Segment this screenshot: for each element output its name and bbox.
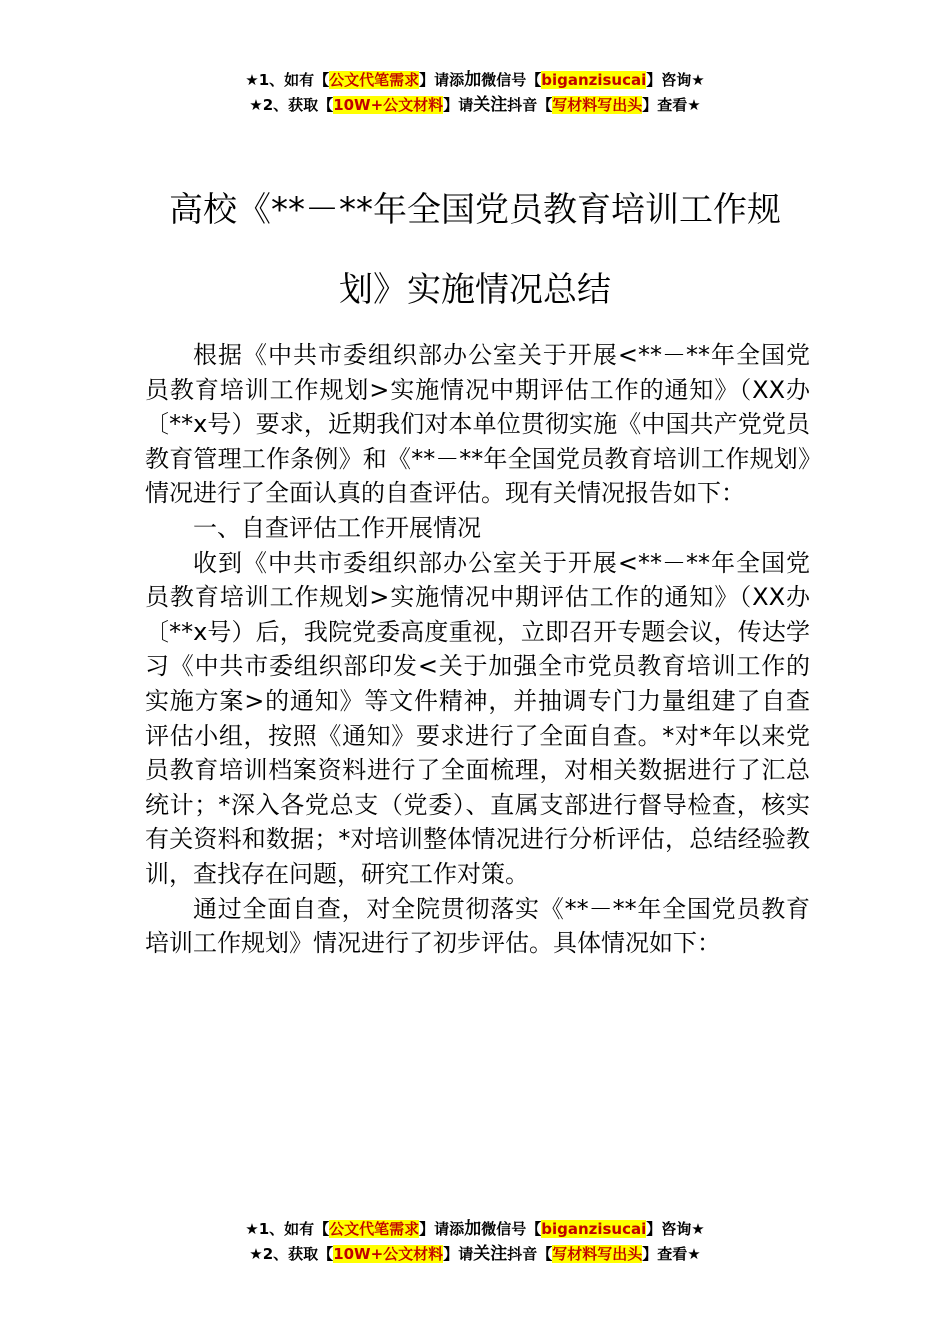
banner-highlight: biganzisucai bbox=[541, 1220, 647, 1238]
banner-line-2 bbox=[0, 93, 950, 118]
banner-highlight: 10W+公文材料 bbox=[333, 96, 444, 114]
document-body bbox=[145, 338, 810, 961]
banner-highlight: 公文代笔需求 bbox=[329, 71, 420, 89]
section-heading: 一、自查评估工作开展情况 bbox=[193, 513, 481, 542]
banner-highlight: biganzisucai bbox=[541, 71, 647, 89]
footer-banner bbox=[0, 1217, 950, 1267]
banner-text: ★2、获取【 bbox=[249, 1245, 334, 1263]
banner-text: 微信号【 bbox=[481, 71, 542, 89]
banner-text: 】查看★ bbox=[642, 96, 701, 114]
banner-line-1 bbox=[0, 68, 950, 93]
banner-text: 抖音【 bbox=[507, 96, 553, 114]
paragraph-process: 收到《中共市委组织部办公室关于开展<**－**年全国党员教育培训工作规划>实施情况中期评估工作的通知》（XX办〔**x号）后，我院党委高度重视，立即召开专题会议，传达学习《中共市委组织部印发<关于加强全市党员教育培训工作的实施方案>的通知》等文件精神，并抽调专门力量组建了自查评估小组，按照《通知》要求进行了全面自查。*对*年以来党员教育培训档案资料进行了全面梳理，对相关数据进行了汇总统计；*深入各党总支（党委）、直属支部进行督导检查，核实有关资料和数据；*对培训整体情况进行分析评估，总结经验教训，查找存在问题，研究工作对策。 bbox=[145, 548, 810, 888]
document-title bbox=[150, 170, 800, 330]
banner-line-1 bbox=[0, 1217, 950, 1242]
banner-text: ★2、获取【 bbox=[249, 96, 334, 114]
paragraph-summary: 通过全面自查，对全院贯彻落实《**－**年全国党员教育培训工作规划》情况进行了初步评估。具体情况如下： bbox=[145, 894, 810, 958]
banner-emphasis: 加 bbox=[464, 70, 482, 90]
banner-highlight: 写材料写出头 bbox=[552, 1245, 643, 1263]
banner-text: 】请添 bbox=[419, 71, 465, 89]
banner-text: 】请 bbox=[443, 96, 474, 114]
title-line-2: 划》实施情况总结 bbox=[339, 270, 611, 310]
banner-text: 】请 bbox=[443, 1245, 474, 1263]
banner-text: 】请添 bbox=[419, 1220, 465, 1238]
banner-text: 】咨询★ bbox=[646, 71, 705, 89]
banner-text: ★1、如有【 bbox=[245, 1220, 330, 1238]
banner-text: 微信号【 bbox=[481, 1220, 542, 1238]
header-banner bbox=[0, 68, 950, 118]
banner-highlight: 10W+公文材料 bbox=[333, 1245, 444, 1263]
paragraph-intro: 根据《中共市委组织部办公室关于开展<**－**年全国党员教育培训工作规划>实施情况中期评估工作的通知》（XX办〔**x号）要求，近期我们对本单位贯彻实施《中国共产党党员教育管理工作条例》和《**－**年全国党员教育培训工作规划》情况进行了全面认真的自查评估。现有关情况报告如下： bbox=[145, 341, 810, 508]
banner-text: 】查看★ bbox=[642, 1245, 701, 1263]
banner-highlight: 写材料写出头 bbox=[552, 96, 643, 114]
banner-emphasis: 加 bbox=[464, 1219, 482, 1239]
banner-text: 抖音【 bbox=[507, 1245, 553, 1263]
title-line-1: 高校《**－**年全国党员教育培训工作规 bbox=[169, 190, 781, 230]
banner-text: 】咨询★ bbox=[646, 1220, 705, 1238]
banner-emphasis: 关注 bbox=[473, 95, 508, 115]
banner-line-2 bbox=[0, 1242, 950, 1267]
banner-text: ★1、如有【 bbox=[245, 71, 330, 89]
banner-emphasis: 关注 bbox=[473, 1244, 508, 1264]
banner-highlight: 公文代笔需求 bbox=[329, 1220, 420, 1238]
